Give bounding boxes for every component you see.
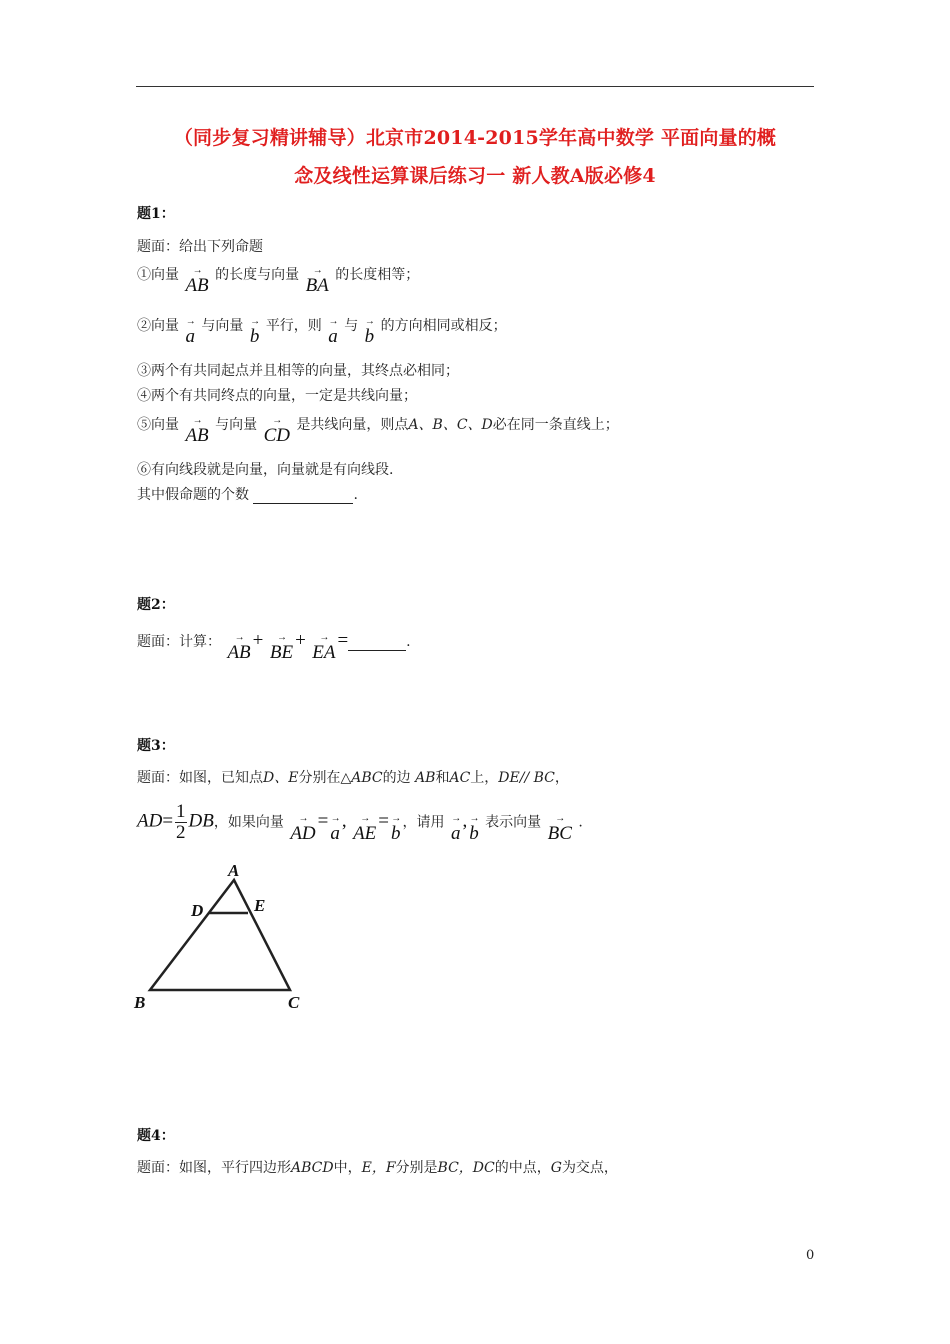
- label-d: D: [191, 901, 204, 920]
- vector-be: → BE: [269, 632, 294, 663]
- vector-ae: → AE: [353, 812, 377, 844]
- vector-b: → b: [249, 316, 260, 347]
- vector-a: → a: [330, 812, 340, 844]
- q1-heading: 题1：: [137, 206, 175, 222]
- triangle-abc: [150, 880, 290, 990]
- vector-b: → b: [391, 812, 401, 844]
- vector-ba: → BA: [305, 265, 329, 296]
- q3-line1: 题面：如图，已知点D、E分别在△ABC的边 AB和AC上，DE// BC，: [137, 770, 569, 786]
- triangle-figure: [130, 858, 310, 1014]
- q1-item1: ①向量 → AB 的长度与向量 → BA 的长度相等；: [137, 265, 420, 296]
- q4-body: 题面：如图，平行四边形ABCD中，E，F分别是BC，DC的中点，G为交点，: [137, 1160, 618, 1176]
- label-c: C: [288, 993, 300, 1012]
- label-a: A: [228, 861, 240, 880]
- document-title-line2: 念及线性运算课后练习一 新人教A版必修4: [294, 165, 656, 187]
- q1-ask: 其中假命题的个数 .: [137, 487, 358, 503]
- page-number: 0: [806, 1248, 815, 1263]
- q3-line2: AD= $\frac{1}{2}$ DB，如果向量 → AD = → a , → AE = → b ，请用 → a , → b 表示向量 → BC .: [137, 801, 583, 844]
- q2-heading: 题2：: [137, 597, 175, 613]
- vector-a: → a: [450, 812, 461, 844]
- vector-a: → a: [185, 316, 195, 347]
- vector-ab: → AB: [185, 265, 209, 296]
- vector-b: → b: [469, 812, 479, 844]
- vector-b: → b: [364, 316, 375, 347]
- fraction-one-half: $\frac{1}{2}$: [176, 801, 186, 843]
- answer-blank: [348, 634, 406, 651]
- header-rule: [136, 86, 814, 87]
- q1-item2: ②向量 → a 与向量 → b 平行，则 → a 与 → b 的方向相同或相反；: [137, 316, 507, 347]
- vector-ab: → AB: [185, 415, 209, 446]
- vector-ea: → EA: [312, 632, 336, 663]
- q3-heading: 题3：: [137, 738, 175, 754]
- vector-bc: → BC: [547, 812, 572, 844]
- vector-cd: → CD: [263, 415, 290, 446]
- q4-heading: 题4：: [137, 1128, 175, 1144]
- q1-item5: ⑤向量 → AB 与向量 → CD 是共线向量，则点A、B、C、D必在同一条直线上；: [137, 415, 619, 446]
- label-b: B: [134, 993, 146, 1012]
- q1-item3: ③两个有共同起点并且相等的向量，其终点必相同；: [137, 363, 459, 379]
- vector-ad: → AD: [290, 812, 316, 844]
- document-title-line1: （同步复习精讲辅导）北京市2014-2015学年高中数学 平面向量的概: [173, 127, 777, 149]
- answer-blank: [253, 487, 353, 504]
- q1-item6: ⑥有向线段就是向量，向量就是有向线段.: [137, 462, 394, 478]
- vector-a: → a: [328, 316, 338, 347]
- label-e: E: [254, 896, 266, 915]
- q1-item4: ④两个有共同终点的向量，一定是共线向量；: [137, 388, 417, 404]
- q2-body: 题面：计算： → AB + → BE + → EA = .: [137, 630, 411, 663]
- vector-ab: → AB: [227, 632, 251, 663]
- q1-intro: 题面：给出下列命题: [137, 239, 263, 255]
